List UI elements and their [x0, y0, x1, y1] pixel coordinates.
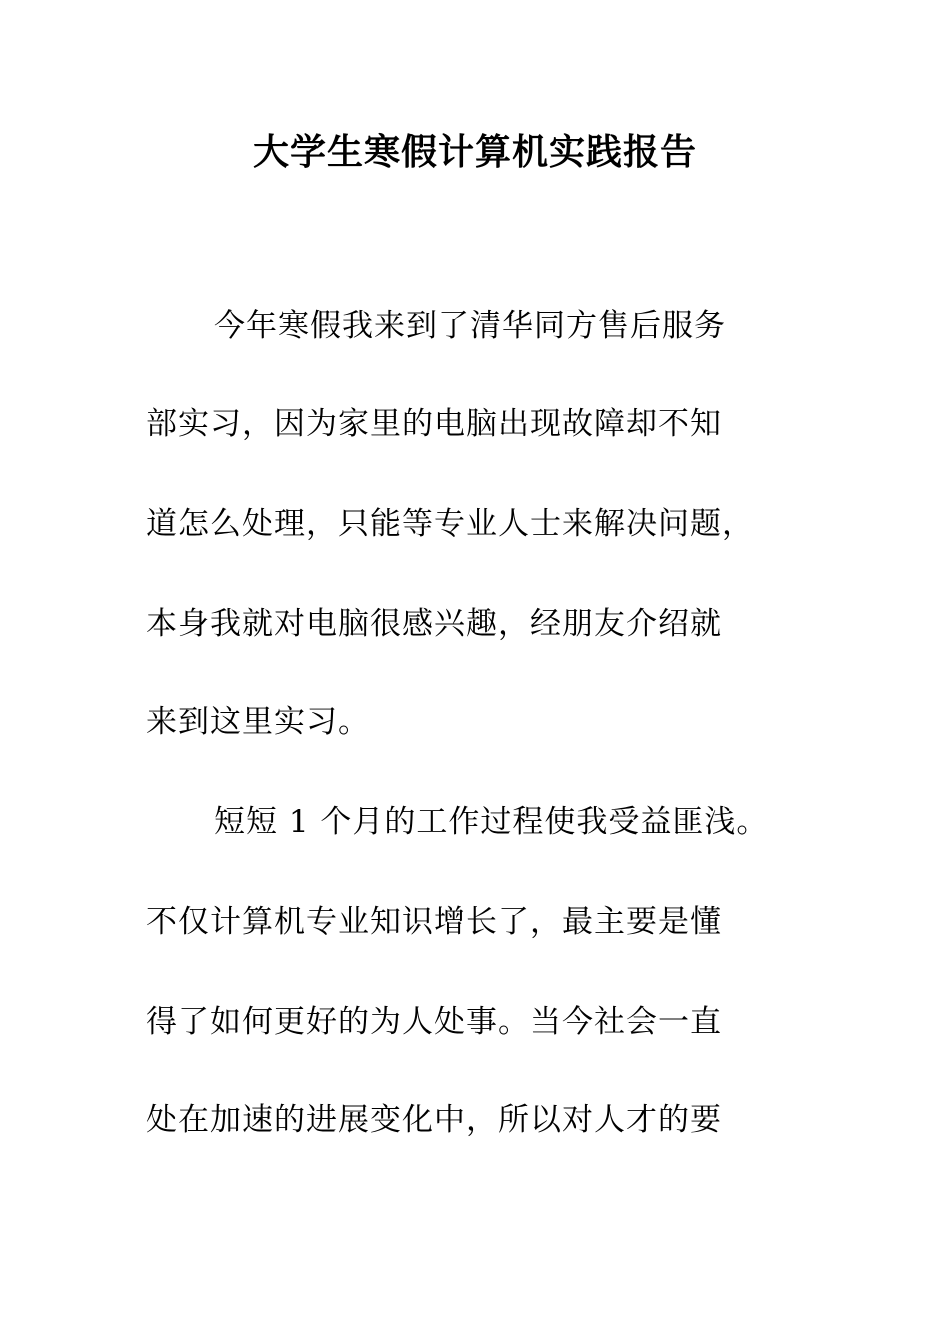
paragraph-line: 处在加速的进展变化中，所以对人才的要	[146, 1102, 722, 1138]
paragraph-line: 今年寒假我来到了清华同方售后服务	[214, 308, 726, 344]
paragraph-line: 道怎么处理，只能等专业人士来解决问题，	[146, 506, 754, 542]
paragraph-line: 短短 1 个月的工作过程使我受益匪浅。	[214, 804, 769, 840]
paragraph-line: 本身我就对电脑很感兴趣，经朋友介绍就	[146, 606, 722, 642]
paragraph-line: 部实习，因为家里的电脑出现故障却不知	[146, 406, 722, 442]
paragraph-line: 不仅计算机专业知识增长了，最主要是懂	[146, 904, 722, 940]
document-title: 大学生寒假计算机实践报告	[252, 132, 697, 173]
paragraph-line: 来到这里实习。	[146, 704, 370, 740]
paragraph-line: 得了如何更好的为人处事。当今社会一直	[146, 1004, 722, 1040]
